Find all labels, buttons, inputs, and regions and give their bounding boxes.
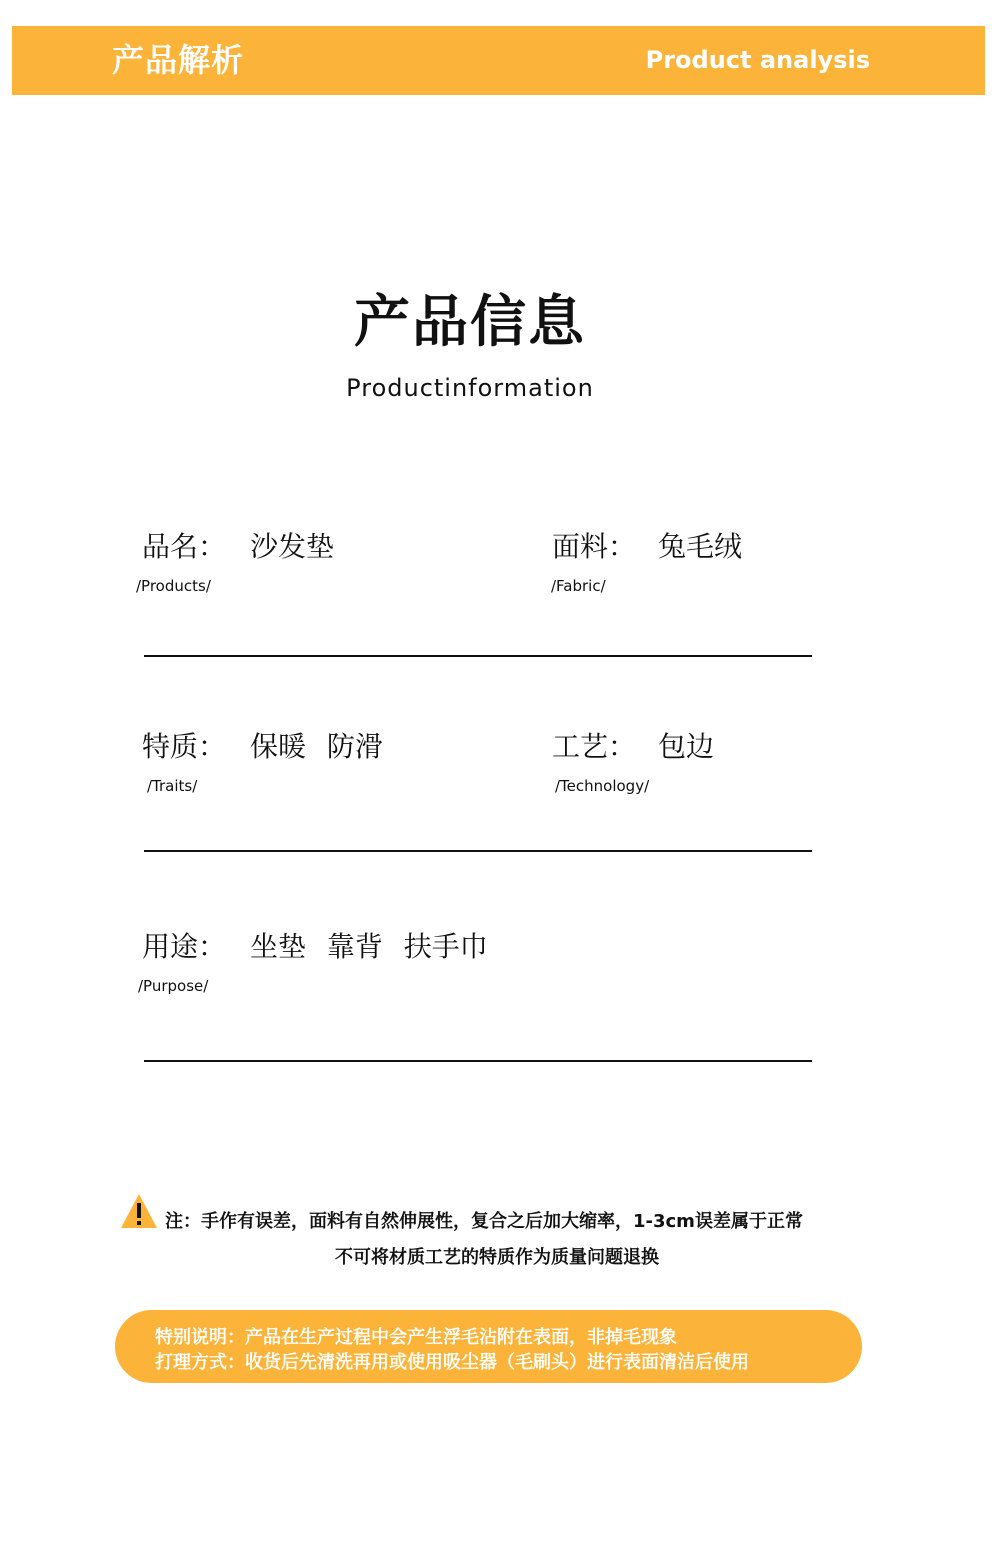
name-label: 品名： [142,530,227,563]
special-line-2: 打理方式：收货后先清洗再用或使用吸尘器（毛刷头）进行表面清洁后使用 [155,1352,749,1373]
header-title-cn: 产品解析 [112,41,245,79]
name-en-label: /Products/ [136,577,211,595]
technology-en-label: /Technology/ [555,777,650,795]
warning-icon [120,1193,158,1229]
header-bar [12,26,985,95]
purpose-value: 坐垫 靠背 扶手巾 [250,930,488,963]
page-subtitle: Productinformation [346,374,594,402]
fabric-label: 面料： [552,530,637,563]
name-value: 沙发垫 [250,530,335,563]
header-title-en: Product analysis [645,46,870,74]
divider-1 [144,655,812,657]
divider-3 [144,1060,812,1062]
divider-2 [144,850,812,852]
notice-line-2: 不可将材质工艺的特质作为质量问题退换 [335,1247,659,1268]
special-notice-pill [115,1310,862,1383]
fabric-en-label: /Fabric/ [551,577,606,595]
fabric-value: 兔毛绒 [658,530,743,563]
purpose-label: 用途： [142,930,227,963]
traits-label: 特质： [142,730,227,763]
purpose-en-label: /Purpose/ [138,977,209,995]
notice-line-1: 注：手作有误差，面料有自然伸展性，复合之后加大缩率，1-3cm误差属于正常 [165,1211,803,1232]
special-line-1: 特别说明：产品在生产过程中会产生浮毛沾附在表面，非掉毛现象 [155,1327,677,1348]
page-title: 产品信息 [354,290,586,355]
technology-value: 包边 [658,730,715,763]
traits-en-label: /Traits/ [147,777,198,795]
traits-value: 保暖 防滑 [250,730,383,763]
technology-label: 工艺： [552,730,637,763]
